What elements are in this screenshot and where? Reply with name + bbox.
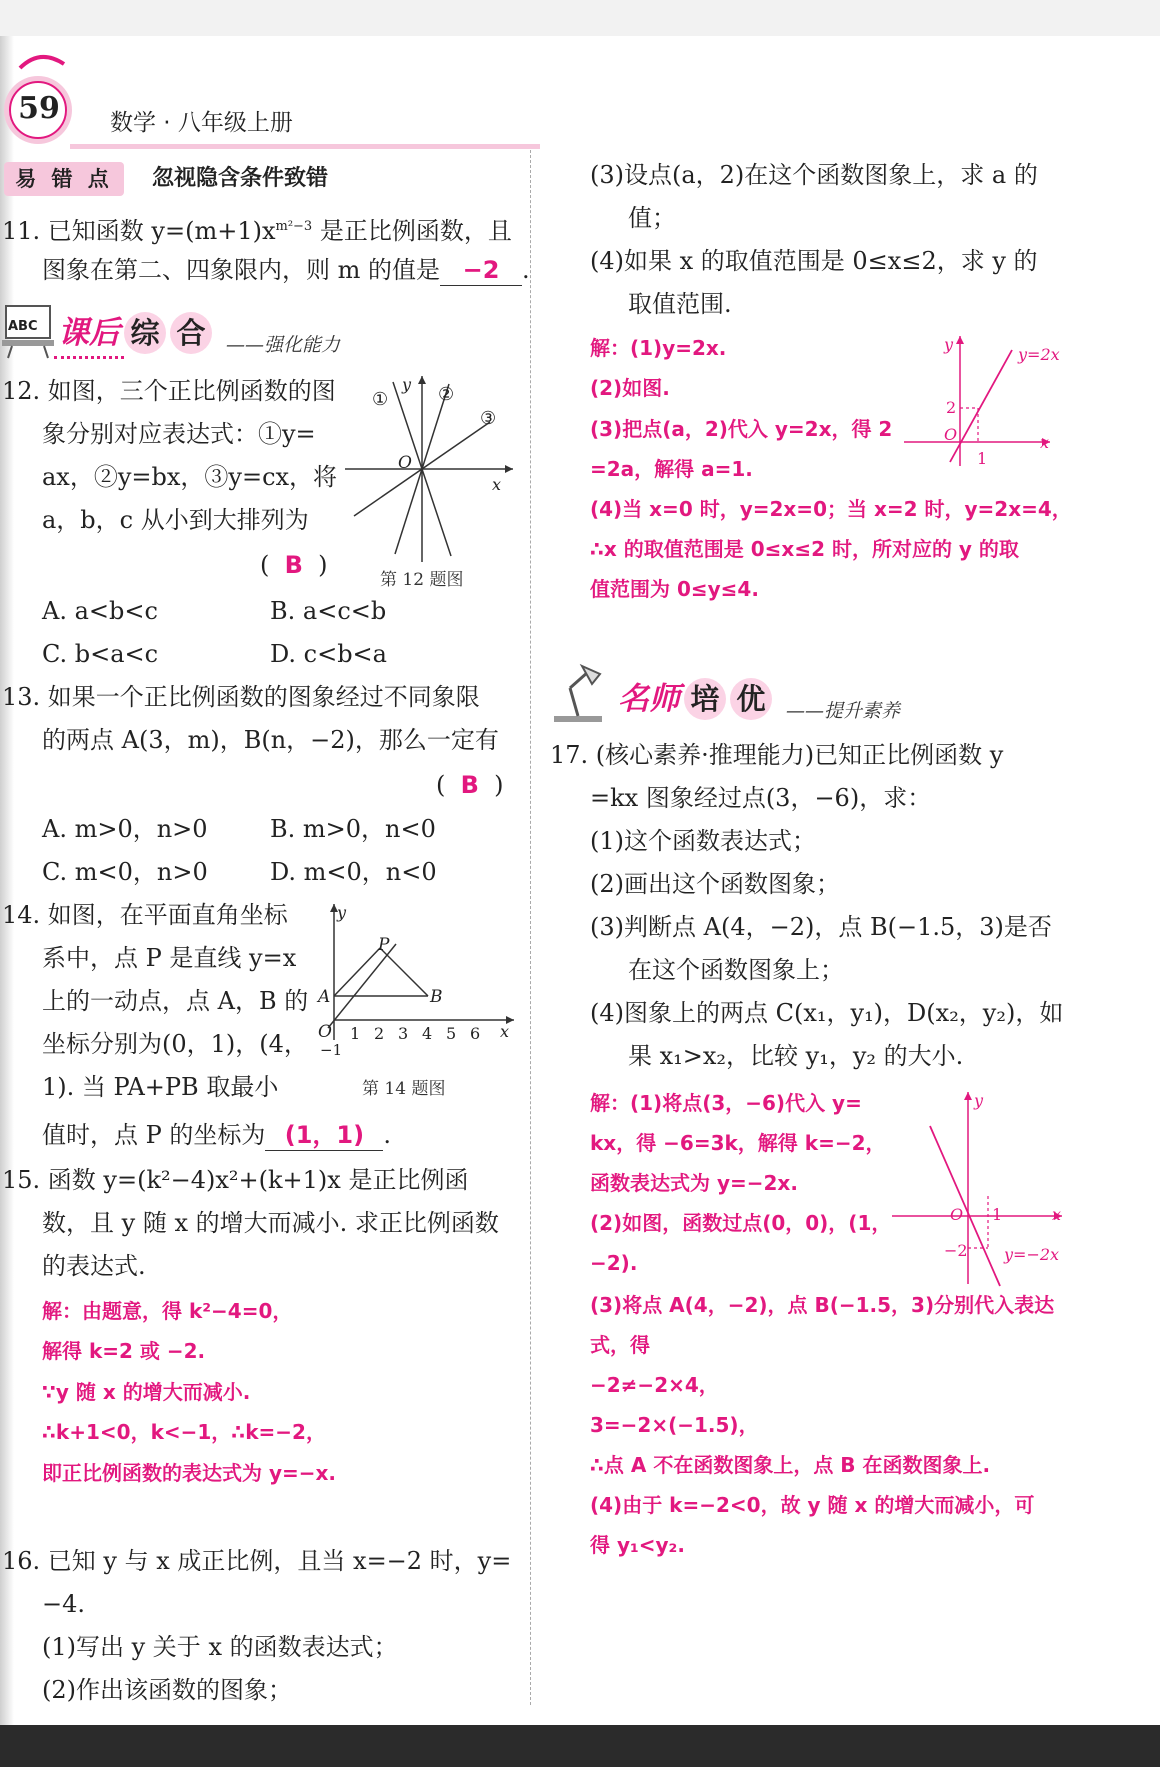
q12-option-d: D. c<b<a [270, 640, 387, 668]
q12-line4: a，b，c 从小到大排列为 [42, 506, 309, 534]
q16-x-label: x [1040, 433, 1050, 452]
q16-right-line4: 取值范围. [628, 290, 732, 318]
q14-tick-5: 5 [446, 1024, 457, 1043]
q17-line5: (3)判断点 A(4，−2)，点 B(−1.5，3)是否 [590, 913, 1052, 941]
q16-solution-3: (3)把点(a，2)代入 y=2x，得 2 [590, 417, 893, 441]
q17-solution-12: 得 y₁<y₂. [590, 1533, 685, 1557]
q16-line3: (1)写出 y 关于 x 的函数表达式； [42, 1633, 398, 1661]
q16-right-line3: (4)如果 x 的取值范围是 0≤x≤2，求 y 的 [590, 247, 1038, 275]
q14-b-label: B [430, 987, 443, 1007]
q14-x-label: x [500, 1022, 510, 1041]
q12-origin-label: O [398, 453, 412, 473]
abc-text: ABC [8, 319, 38, 334]
q12-option-b: B. a<c<b [270, 597, 387, 625]
q15-line2: 数，且 y 随 x 的增大而减小. 求正比例函数 [42, 1209, 499, 1237]
q16-solution-7: 值范围为 0≤y≤4. [590, 577, 759, 601]
q14-tick-6: 6 [470, 1024, 481, 1043]
page-number: 59 [18, 91, 60, 126]
q17-line6: 在这个函数图象上； [628, 956, 844, 984]
section1-title: 课后 综 合 [58, 312, 212, 354]
q16-y-label: y [944, 335, 954, 354]
q12-caption: 第 12 题图 [380, 570, 464, 590]
q12-option-a: A. a<b<c [42, 597, 158, 625]
q17-line7: (4)图象上的两点 C(x₁，y₁)，D(x₂，y₂)，如 [590, 999, 1064, 1027]
q14-a-label: A [318, 987, 331, 1007]
q16-solution-5: (4)当 x=0 时，y=2x=0；当 x=2 时，y=2x=4， [590, 497, 1072, 521]
q17-fn-label: y=−2x [1004, 1245, 1060, 1264]
q17-y-label: y [974, 1091, 984, 1110]
q14-tick-1: 1 [350, 1024, 361, 1043]
q15-solution-1: 解：由题意，得 k²−4=0， [42, 1299, 293, 1323]
q16-one-label: 1 [977, 449, 988, 468]
q17-solution-3: 函数表达式为 y=−2x. [590, 1171, 798, 1195]
q14-tick-4: 4 [422, 1024, 433, 1043]
q14-line3: 上的一动点，点 A，B 的 [42, 987, 309, 1015]
q16-solution-6: ∴x 的取值范围是 0≤x≤2 时，所对应的 y 的取 [590, 537, 1019, 561]
q12-line3: ax，②y=bx，③y=cx，将 [42, 463, 338, 491]
q14-graph [318, 900, 518, 1050]
q17-solution-5: −2). [590, 1251, 638, 1275]
section1-underline [54, 356, 124, 359]
q16-two-label: 2 [946, 398, 957, 417]
q17-solution-9: 3=−2×(−1.5)， [590, 1413, 759, 1437]
page-header-graphic [0, 48, 560, 158]
q14-origin-label: O [318, 1022, 332, 1042]
q15-solution-3: ∵y 随 x 的增大而减小. [42, 1380, 251, 1404]
q17-line8: 果 x₁>x₂，比较 y₁，y₂ 的大小. [628, 1042, 964, 1070]
q17-solution-7: 式，得 [590, 1333, 650, 1357]
q11-answer: −2 [440, 255, 522, 286]
desk-lamp-icon [548, 660, 608, 726]
q16-line1: 16. 已知 y 与 x 成正比例，且当 x=−2 时，y= [2, 1547, 512, 1575]
q12-line2: 象分别对应表达式：①y= [42, 420, 316, 448]
q15-solution-5: 即正比例函数的表达式为 y=−x. [42, 1461, 337, 1485]
page-shadow [0, 36, 14, 1725]
error-badge: 易 错 点 [4, 162, 124, 196]
q16-line2: −4. [42, 1590, 86, 1618]
q14-line5: 1). 当 PA+PB 取最小 [42, 1073, 279, 1101]
q16-line4: (2)作出该函数的图象； [42, 1676, 292, 1704]
q12-line1: 12. 如图，三个正比例函数的图 [2, 377, 336, 405]
book-title: 数学 · 八年级上册 [110, 110, 293, 136]
top-band [0, 0, 1160, 36]
q13-option-a: A. m>0，n>0 [42, 815, 208, 843]
q15-line1: 15. 函数 y=(k²−4)x²+(k+1)x 是正比例函 [2, 1166, 469, 1194]
q14-neg-label: −1 [320, 1041, 343, 1059]
q14-line6: 值时，点 P 的坐标为 (1，1) . [42, 1121, 392, 1149]
section1-subtitle: ——强化能力 [226, 334, 341, 356]
q11-line2: 图象在第二、四象限内，则 m 的值是 −2 . [42, 256, 530, 284]
q17-solution-1: 解：(1)将点(3，−6)代入 y= [590, 1091, 862, 1115]
q17-solution-2: kx，得 −6=3k，解得 k=−2， [590, 1131, 886, 1155]
q13-line2: 的两点 A(3，m)，B(n，−2)，那么一定有 [42, 726, 499, 754]
column-divider [530, 150, 531, 1705]
q14-line1: 14. 如图，在平面直角坐标 [2, 901, 288, 929]
q17-one-label: 1 [992, 1205, 1003, 1224]
q17-solution-6: (3)将点 A(4，−2)，点 B(−1.5，3)分别代入表达 [590, 1293, 1055, 1317]
q16-right-line1: (3)设点(a，2)在这个函数图象上，求 a 的 [590, 161, 1038, 189]
q17-line3: (1)这个函数表达式； [590, 827, 816, 855]
q15-solution-4: ∴k+1<0，k<−1，∴k=−2， [42, 1420, 326, 1444]
q12-x-label: x [492, 475, 502, 494]
q15-solution-2: 解得 k=2 或 −2. [42, 1339, 206, 1363]
q12-answer-paren: ( B ) [260, 551, 328, 579]
q16-solution-4: =2a，解得 a=1. [590, 457, 753, 481]
q14-tick-3: 3 [398, 1024, 409, 1043]
q17-line4: (2)画出这个函数图象； [590, 870, 840, 898]
q12-label-3: ③ [480, 408, 497, 429]
q14-caption: 第 14 题图 [362, 1079, 446, 1099]
q12-graph [345, 372, 515, 564]
q16-solution-1: 解：(1)y=2x. [590, 336, 727, 360]
q14-tick-2: 2 [374, 1024, 385, 1043]
q13-line1: 13. 如果一个正比例函数的图象经过不同象限 [2, 683, 480, 711]
q13-option-c: C. m<0，n>0 [42, 858, 208, 886]
q17-line2: =kx 图象经过点(3，−6)，求： [590, 784, 932, 812]
q14-line4: 坐标分别为(0，1)，(4， [42, 1030, 308, 1058]
q13-option-d: D. m<0，n<0 [270, 858, 437, 886]
section2-title: 名师 培 优 [618, 678, 772, 720]
q16-origin-label: O [944, 425, 958, 444]
q16-right-line2: 值； [628, 204, 676, 232]
q13-option-b: B. m>0，n<0 [270, 815, 436, 843]
q16-solution-2: (2)如图. [590, 376, 670, 400]
q17-line1: 17. (核心素养·推理能力)已知正比例函数 y [550, 741, 1004, 769]
q12-y-label: y [402, 375, 412, 394]
q17-neg2-label: −2 [944, 1241, 968, 1260]
q12-label-1: ① [372, 389, 389, 410]
q17-solution-11: (4)由于 k=−2<0，故 y 随 x 的增大而减小，可 [590, 1493, 1035, 1517]
section2-subtitle: ——提升素养 [786, 700, 901, 722]
q17-origin-label: O [950, 1205, 964, 1224]
q14-answer: (1，1) [265, 1120, 383, 1151]
error-topic: 忽视隐含条件致错 [152, 166, 329, 191]
bottom-band [0, 1725, 1160, 1767]
q14-line2: 系中，点 P 是直线 y=x [42, 944, 297, 972]
q14-y-label: y [337, 903, 347, 922]
q17-x-label: x [1052, 1205, 1062, 1224]
q13-answer-paren: ( B ) [436, 771, 504, 799]
q14-p-label: P [378, 935, 390, 955]
q16-fn-label: y=2x [1018, 345, 1060, 364]
q12-option-c: C. b<a<c [42, 640, 159, 668]
q11-line1: 11. 已知函数 $y=(m+1)x^{m^2-3}$ 是正比例函数，且 [2, 217, 512, 245]
q17-solution-8: −2≠−2×4， [590, 1373, 719, 1397]
q12-label-2: ② [438, 384, 455, 405]
q15-line3: 的表达式. [42, 1252, 146, 1280]
q17-solution-4: (2)如图，函数过点(0，0)，(1， [590, 1211, 892, 1235]
q17-solution-10: ∴点 A 不在函数图象上，点 B 在函数图象上. [590, 1453, 991, 1477]
